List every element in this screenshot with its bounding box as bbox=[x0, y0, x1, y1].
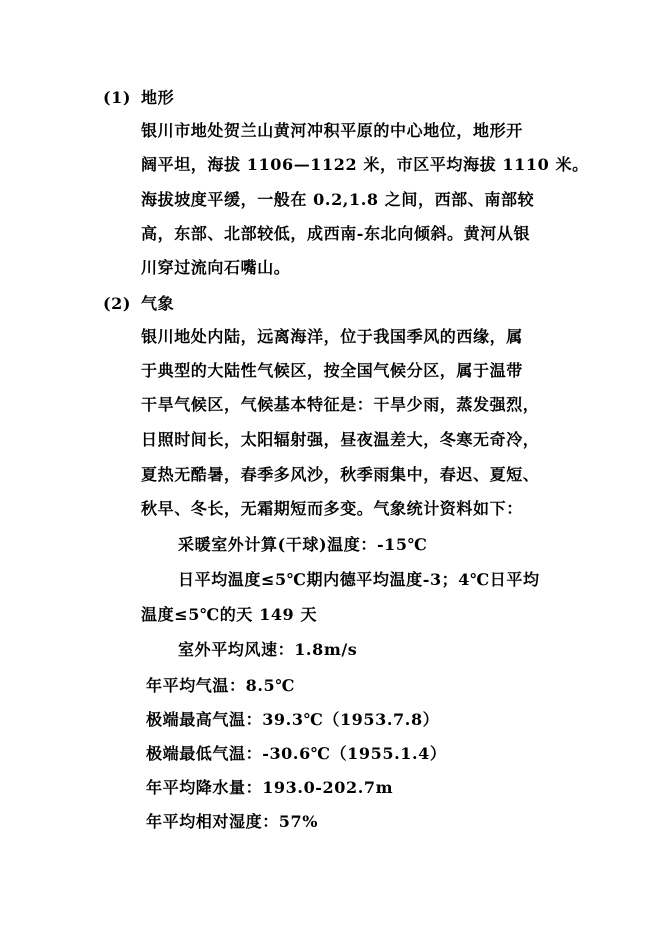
section-1-line-5: 川穿过流向石嘴山。 bbox=[141, 258, 291, 277]
section-2-title: 气象 bbox=[141, 294, 175, 313]
section-1-number: (1) bbox=[103, 88, 132, 107]
section-2-line-2: 于典型的大陆性气候区，按全国气候分区，属于温带 bbox=[141, 361, 523, 380]
stat-heating-temperature: 采暖室外计算(干球)温度：-15℃ bbox=[178, 535, 428, 554]
stat-wind-speed: 室外平均风速：1.8m/s bbox=[178, 640, 358, 659]
section-2-number: (2) bbox=[103, 294, 132, 313]
stat-average-temperature-line-1: 日平均温度≤5℃期内德平均温度-3；4℃日平均 bbox=[178, 570, 540, 589]
stat-precipitation: 年平均降水量：193.0-202.7m bbox=[146, 778, 394, 797]
stat-max-temperature: 极端最高气温：39.3℃（1953.7.8） bbox=[146, 710, 440, 729]
section-1-title: 地形 bbox=[141, 88, 175, 107]
stat-humidity: 年平均相对湿度：57% bbox=[146, 812, 319, 831]
section-1-line-4: 高，东部、北部较低，成西南-东北向倾斜。黄河从银 bbox=[141, 224, 531, 243]
stat-min-temperature: 极端最低气温：-30.6℃（1955.1.4） bbox=[146, 744, 447, 763]
section-1-line-1: 银川市地处贺兰山黄河冲积平原的中心地位，地形开 bbox=[141, 121, 523, 140]
section-2-line-5: 夏热无酷暑，春季多风沙，秋季雨集中，春迟、夏短、 bbox=[141, 465, 540, 484]
stat-annual-temperature: 年平均气温：8.5℃ bbox=[146, 676, 296, 695]
stat-average-temperature-line-2: 温度≤5℃的天 149 天 bbox=[141, 605, 318, 624]
section-2-line-6: 秋早、冬长，无霜期短而多变。气象统计资料如下： bbox=[141, 499, 523, 518]
section-2-line-1: 银川地处内陆，远离海洋，位于我国季风的西缘，属 bbox=[141, 327, 523, 346]
section-2-line-3: 干旱气候区，气候基本特征是：干旱少雨，蒸发强烈， bbox=[141, 395, 540, 414]
section-1-line-2: 阔平坦，海拔 1106—1122 米，市区平均海拔 1110 米。 bbox=[141, 155, 589, 174]
section-2-line-4: 日照时间长，太阳辐射强，昼夜温差大，冬寒无奇冷， bbox=[141, 430, 540, 449]
section-1-line-3: 海拔坡度平缓，一般在 0.2,1.8 之间，西部、南部较 bbox=[141, 190, 535, 209]
